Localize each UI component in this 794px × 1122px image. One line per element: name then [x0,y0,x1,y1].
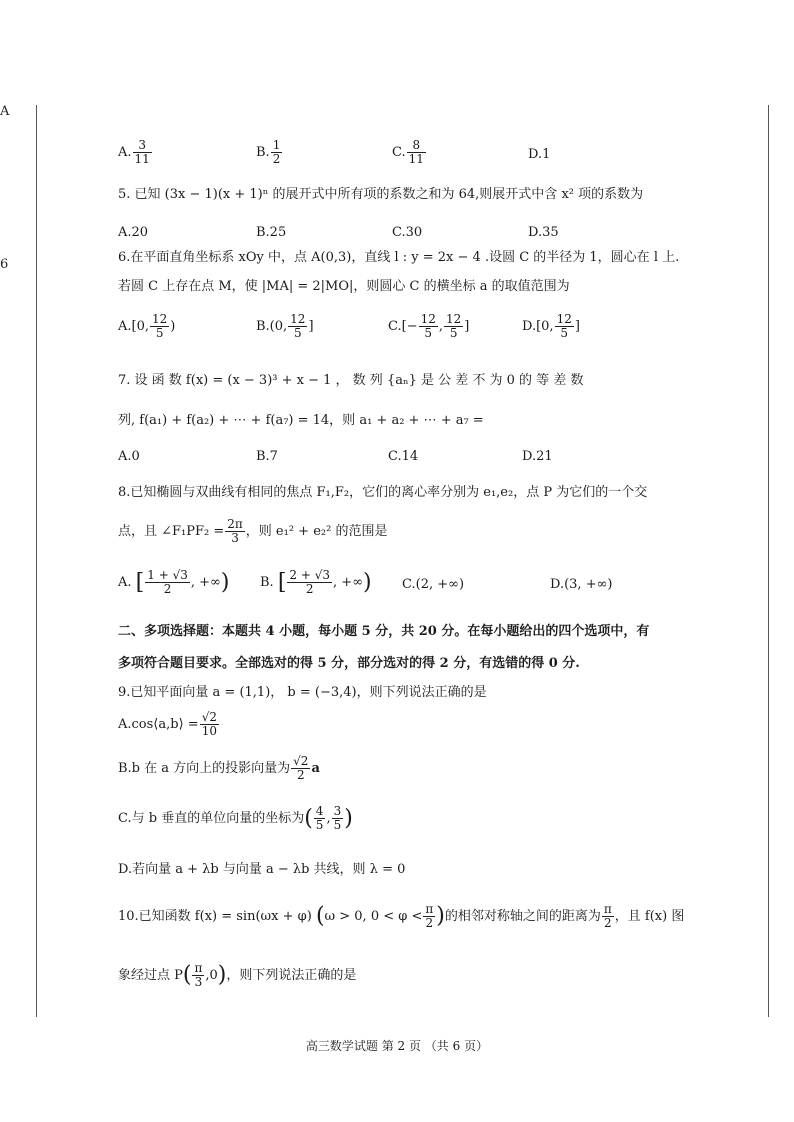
q4-option-b: B. $\frac{1}{2}$ [256,138,281,166]
right-margin-line [768,105,769,1017]
q9-option-c: C.与 b 垂直的单位向量的坐标为( $\frac{4}{5}$ , $\frac{3}{5}$ ) [118,804,353,832]
q6-option-a: A.[0, $\frac{12}{5}$ ) [118,312,176,340]
q7-line-2: 列, f(a₁) + f(a₂) + ⋯ + f(a₇) = 14，则 a₁ + a₂ + ⋯ + a₇ = [118,413,484,428]
q7-line-1: 7. 设 函 数 f(x) = (x − 3)³ + x − 1 ， 数 列 {aₙ} 是 公 差 不 为 0 的 等 差 数 [118,373,584,388]
edge-mark-6: 6 [0,257,9,272]
q8-option-d: D.(3, +∞) [550,577,613,592]
q6-line-2: 若圆 C 上存在点 M，使 |MA| = 2|MO|，则圆心 C 的横坐标 a 的取值范围为 [118,279,570,294]
q6-option-b: B.(0, $\frac{12}{5}$ ] [256,312,314,340]
q8-option-a: A. [ $\frac{1 + √3}{2}$ , +∞) [118,568,230,596]
q5-option-d: D.35 [528,225,559,240]
q10-line-2: 象经过点 P( $\frac{\pi}{3}$ ,0)，则下列说法正确的是 [118,961,357,989]
q8-option-c: C.(2, +∞) [402,577,465,592]
q5-option-a: A.20 [118,225,149,240]
q6-option-d: D.[0, $\frac{12}{5}$ ] [522,312,580,340]
q8-line-2: 点，且 ∠F₁PF₂ = $\frac{2\pi}{3}$ ，则 e₁² + e₂² 的范围是 [118,517,388,545]
q6-line-1: 6.在平面直角坐标系 xOy 中，点 A(0,3)，直线 l : y = 2x − 4 .设圆 C 的半径为 1，圆心在 l 上. [118,250,680,265]
q4-option-d: D.1 [528,147,551,162]
q9-option-b: B.b 在 a 方向上的投影向量为 $\frac{√2}{2}$ a [118,754,320,782]
q7-option-c: C.14 [388,449,419,464]
q10-line-1: 10.已知函数 f(x) = sin(ωx + φ) (ω > 0, 0 < φ < $\frac{\pi}{2}$ )的相邻对称轴之间的距离为 $\frac{\pi}{2}$ ，且 f(x) 图 [118,902,685,930]
q6-option-c: C.[− $\frac{12}{5}$ , $\frac{12}{5}$ ] [388,312,470,340]
q7-option-a: A.0 [118,449,140,464]
q5-option-b: B.25 [256,225,287,240]
q9-option-a: A.cos⟨a,b⟩ = $\frac{√2}{10}$ [118,710,217,738]
edge-mark-a: A [0,104,10,119]
q4-option-c: C. $\frac{8}{11}$ [392,138,424,166]
q8-option-b: B. [ $\frac{2 + √3}{2}$ , +∞) [260,568,372,596]
section-2-heading-line-2: 多项符合题目要求。全部选对的得 5 分，部分选对的得 2 分，有选错的得 0 分. [118,656,580,671]
q8-line-1: 8.已知椭圆与双曲线有相同的焦点 F₁,F₂，它们的离心率分别为 e₁,e₂，点 P 为它们的一个交 [118,485,648,500]
q9-stem: 9.已知平面向量 a = (1,1)， b = (−3,4)，则下列说法正确的是 [118,685,487,700]
q7-option-b: B.7 [256,449,278,464]
left-margin-line [36,105,37,1017]
q5-stem: 5. 已知 (3x − 1)(x + 1)ⁿ 的展开式中所有项的系数之和为 64,则展开式中含 x² 项的系数为 [118,187,644,202]
q5-option-c: C.30 [392,225,423,240]
q9-option-d: D.若向量 a + λb 与向量 a − λb 共线，则 λ = 0 [118,862,406,877]
page-footer: 高三数学试题 第 2 页 （共 6 页） [305,1039,489,1053]
q4-option-a: A. $\frac{3}{11}$ [118,138,150,166]
section-2-heading-line-1: 二、多项选择题：本题共 4 小题，每小题 5 分，共 20 分。在每小题给出的四个选项中，有 [118,624,650,639]
q7-option-d: D.21 [522,449,553,464]
